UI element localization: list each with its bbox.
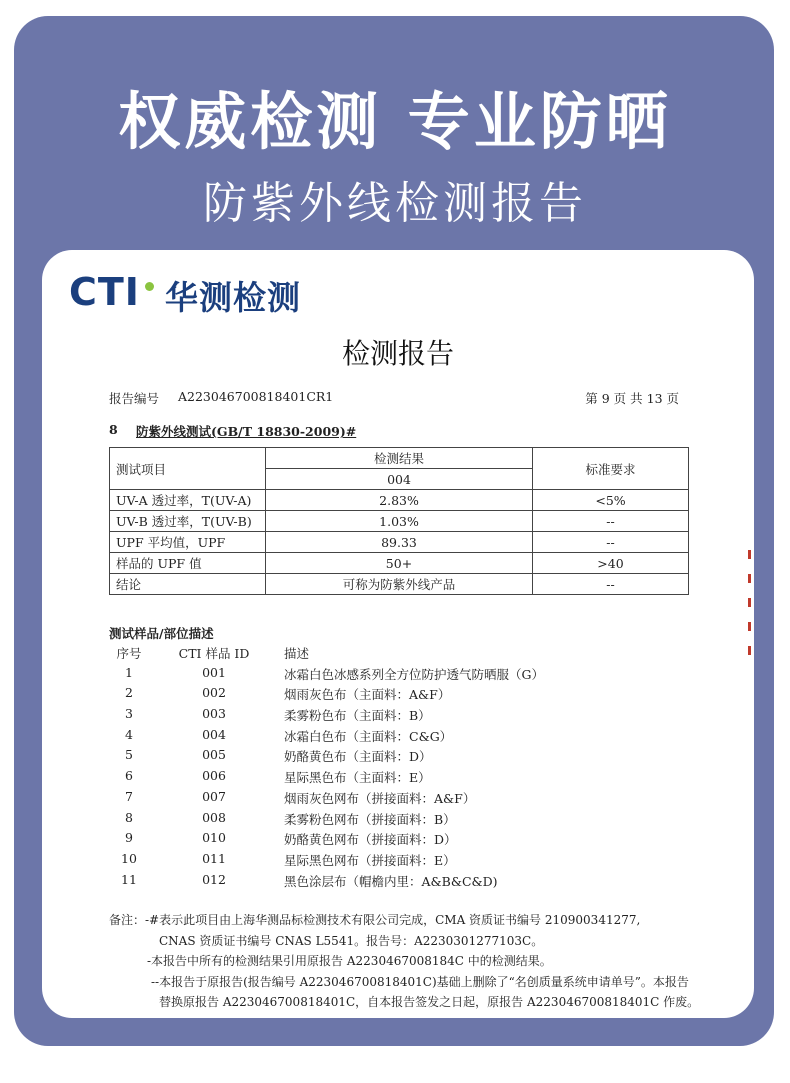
row-result: 50+ — [266, 553, 533, 574]
list-item — [109, 665, 709, 686]
row-result: 1.03% — [266, 511, 533, 532]
sample-no: 2 — [125, 685, 133, 701]
list-item — [109, 706, 709, 727]
list-item — [109, 768, 709, 789]
samples-header-no: 序号 — [116, 646, 142, 661]
sample-no: 7 — [125, 788, 133, 804]
row-standard: -- — [533, 511, 689, 532]
sample-no: 6 — [125, 768, 133, 784]
table-header-row — [110, 448, 689, 469]
row-result: 可称为防紫外线产品 — [266, 574, 533, 595]
sample-id: 008 — [202, 809, 226, 825]
section-title: 防紫外线测试(GB/T 18830-2009)# — [136, 424, 357, 439]
note-line: --本报告于原报告(报告编号 A223046700818401C)基础上删除了“名创质量系统申请单号”。本报告 — [151, 974, 689, 989]
headline: 权威检测 专业防晒 — [118, 85, 672, 158]
row-item: UPF 平均值，UPF — [110, 532, 266, 553]
sample-desc: 烟雨灰色布（主面料：A&F） — [284, 687, 451, 703]
sample-no: 10 — [121, 850, 137, 866]
sample-no: 5 — [125, 747, 133, 763]
sample-id: 012 — [202, 871, 226, 887]
sample-desc: 奶酪黄色布（主面料：D） — [284, 749, 432, 765]
table-row — [110, 532, 689, 553]
list-item — [109, 789, 709, 810]
sample-id: 007 — [202, 788, 226, 804]
row-item: 样品的 UPF 值 — [110, 553, 266, 574]
sample-id: 006 — [202, 768, 226, 784]
list-item — [109, 851, 709, 872]
sample-no: 8 — [125, 809, 133, 825]
row-item: 结论 — [110, 574, 266, 595]
subheadline: 防紫外线检测报告 — [203, 178, 587, 229]
seal-edge-marks — [748, 550, 752, 680]
sample-desc: 冰霜白色布（主面料：C&G） — [284, 728, 453, 744]
report-number-label: 报告编号 — [109, 391, 160, 406]
sample-desc: 星际黑色布（主面料：E） — [284, 770, 431, 786]
table-row — [110, 574, 689, 595]
sample-desc: 星际黑色网布（拼接面料：E） — [284, 852, 456, 868]
row-item: UV-A 透过率，T(UV-A) — [110, 490, 266, 511]
sample-id: 011 — [202, 850, 226, 866]
sample-desc: 柔雾粉色网布（拼接面料：B） — [284, 811, 456, 827]
sample-desc: 黑色涂层布（帽檐内里：A&B&C&D) — [284, 873, 498, 889]
list-item — [109, 810, 709, 831]
sample-id: 001 — [202, 664, 226, 680]
table-row — [110, 490, 689, 511]
section-number: 8 — [109, 422, 118, 437]
row-result: 2.83% — [266, 490, 533, 511]
sample-no: 3 — [125, 706, 133, 722]
header-sample-id: 004 — [266, 469, 533, 490]
sample-no: 4 — [125, 726, 133, 742]
header-item: 测试项目 — [110, 448, 266, 490]
page-indicator: 第 9 页 共 13 页 — [585, 391, 679, 406]
note-line: 替换原报告 A223046700818401C，自本报告签发之日起，原报告 A223046700818401C 作废。 — [159, 995, 700, 1009]
sample-no: 1 — [125, 664, 133, 680]
report-card — [42, 250, 754, 1018]
header-standard: 标准要求 — [533, 448, 689, 490]
list-item — [109, 727, 709, 748]
table-row — [110, 511, 689, 532]
sample-id: 005 — [202, 747, 226, 763]
note-line: -本报告中所有的检测结果引用原报告 A2230467008184C 中的检测结果。 — [147, 954, 552, 968]
samples-header-desc: 描述 — [284, 646, 310, 661]
sample-no: 9 — [125, 830, 133, 846]
logo-dot-icon — [145, 282, 154, 291]
samples-header-row — [109, 644, 709, 665]
sample-desc: 奶酪黄色网布（拼接面料：D） — [284, 832, 457, 848]
note-line: CNAS 资质证书编号 CNAS L5541。报告号：A2230301277103C。 — [159, 933, 544, 948]
note-line: 备注：-#表示此项目由上海华测品标检测技术有限公司完成，CMA 资质证书编号 210900341277, — [109, 913, 641, 927]
samples-title: 测试样品/部位描述 — [109, 626, 214, 641]
row-standard: -- — [533, 532, 689, 553]
list-item — [109, 830, 709, 851]
sample-id: 002 — [202, 685, 226, 701]
sample-desc: 柔雾粉色布（主面料：B） — [284, 708, 431, 724]
logo-brand: CTI — [69, 270, 140, 314]
row-standard: <5% — [533, 490, 689, 511]
samples-list — [109, 644, 709, 892]
report-notes — [109, 910, 729, 1013]
list-item — [109, 685, 709, 706]
report-number: A223046700818401CR1 — [178, 389, 334, 404]
logo-name: 华测检测 — [165, 278, 301, 317]
row-item: UV-B 透过率，T(UV-B) — [110, 511, 266, 532]
sample-desc: 烟雨灰色网布（拼接面料：A&F） — [284, 790, 476, 806]
sample-id: 003 — [202, 706, 226, 722]
list-item — [109, 872, 709, 893]
samples-header-id: CTI 样品 ID — [178, 646, 250, 661]
sample-id: 004 — [202, 726, 226, 742]
row-result: 89.33 — [266, 532, 533, 553]
sample-desc: 冰霜白色冰感系列全方位防护透气防晒服（G） — [284, 666, 544, 682]
table-row — [110, 553, 689, 574]
row-standard: -- — [533, 574, 689, 595]
row-standard: >40 — [533, 553, 689, 574]
sample-no: 11 — [121, 871, 137, 887]
list-item — [109, 747, 709, 768]
header-result: 检测结果 — [266, 448, 533, 469]
report-title: 检测报告 — [341, 337, 454, 370]
sample-id: 010 — [202, 830, 226, 846]
uv-results-table — [109, 447, 689, 595]
